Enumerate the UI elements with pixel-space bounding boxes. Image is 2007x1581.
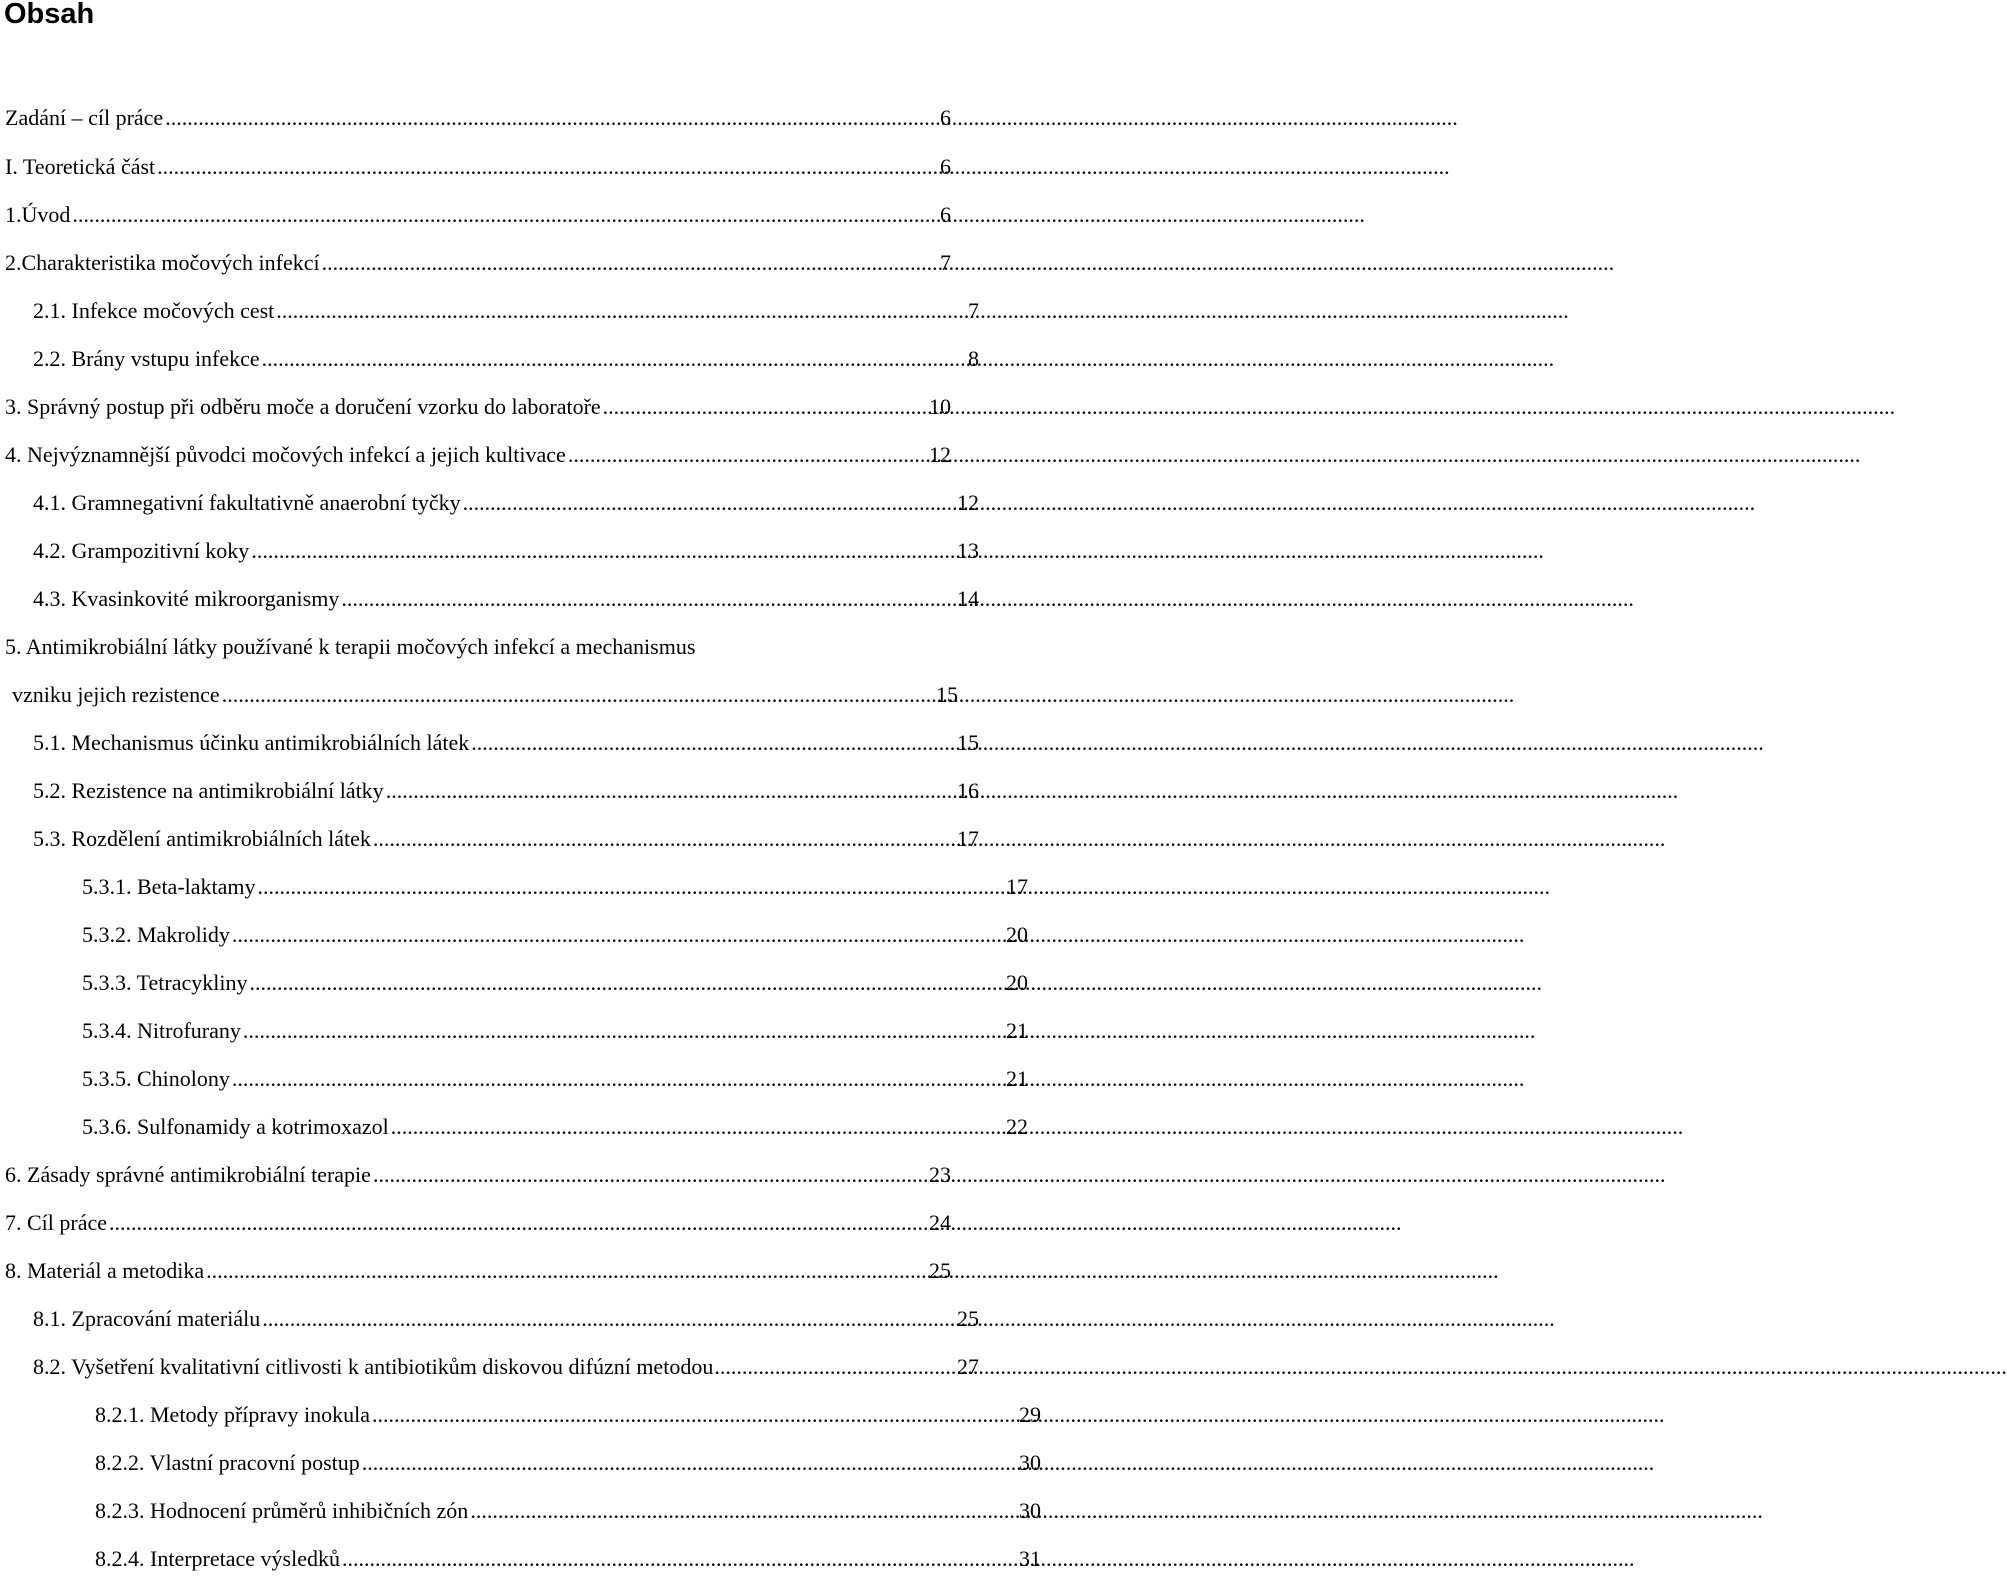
toc-entry-page: 15 <box>936 682 958 707</box>
toc-entry-title: vzniku jejich rezistence <box>12 682 220 707</box>
toc-entry-title: Zadání – cíl práce <box>5 105 164 130</box>
toc-entry-title: 5. Antimikrobiální látky používané k terapii močových infekcí a mechanismus <box>5 634 696 659</box>
toc-entry[interactable] <box>0 393 951 421</box>
toc-leader <box>603 393 927 421</box>
toc-entry[interactable] <box>0 1065 1028 1093</box>
toc-entry-page: 22 <box>1006 1114 1028 1139</box>
toc-leader <box>373 825 955 853</box>
toc-leader <box>386 777 955 805</box>
toc-leader <box>222 681 934 709</box>
toc-leader <box>258 873 1004 901</box>
toc-entry-page: 14 <box>957 586 979 611</box>
toc-entry-title: 5.2. Rezistence na antimikrobiální látky <box>33 778 384 803</box>
toc-entry[interactable] <box>0 1305 979 1333</box>
toc-entry-title: 7. Cíl práce <box>5 1210 108 1235</box>
toc-entry-page: 30 <box>1019 1450 1041 1475</box>
toc-leader <box>373 1161 927 1189</box>
toc-entry-page: 17 <box>957 826 979 851</box>
toc-entry-page: 10 <box>929 394 951 419</box>
toc-entry[interactable] <box>0 249 951 277</box>
toc-entry[interactable] <box>0 633 951 661</box>
toc-entry-title: 5.3.4. Nitrofurany <box>82 1018 241 1043</box>
toc-entry[interactable] <box>0 104 951 132</box>
toc-leader <box>463 489 955 517</box>
toc-entry-page: 21 <box>1006 1018 1028 1043</box>
toc-entry-page: 17 <box>1006 874 1028 899</box>
toc-entry-title: 5.3.6. Sulfonamidy a kotrimoxazol <box>82 1114 389 1139</box>
toc-leader <box>322 249 938 277</box>
toc-entry-title: 8.2.3. Hodnocení průměrů inhibičních zón <box>95 1498 469 1523</box>
toc-entry[interactable] <box>0 345 979 373</box>
toc-leader <box>232 1065 1004 1093</box>
toc-leader <box>471 729 955 757</box>
toc-entry[interactable] <box>0 537 979 565</box>
toc-entry-page: 6 <box>940 105 951 130</box>
toc-entry-page: 21 <box>1006 1066 1028 1091</box>
toc-entry[interactable] <box>0 1017 1028 1045</box>
toc-entry-title: 2.2. Brány vstupu infekce <box>33 346 260 371</box>
toc-entry[interactable] <box>0 729 979 757</box>
toc-leader <box>714 1353 957 1381</box>
toc-leader <box>362 1449 1017 1477</box>
toc-leader <box>470 1497 1017 1525</box>
toc-entry-title: 8. Materiál a metodika <box>5 1258 205 1283</box>
toc-entry-title: 5.3.1. Beta-laktamy <box>82 874 256 899</box>
toc-entry-title: 8.2. Vyšetření kvalitativní citlivosti k antibiotikům diskovou difúzní metodou <box>33 1354 714 1379</box>
toc-entry[interactable] <box>0 873 1028 901</box>
toc-entry-page: 25 <box>929 1258 951 1283</box>
toc-entry[interactable] <box>0 921 1028 949</box>
toc-entry[interactable] <box>0 1209 951 1237</box>
toc-entry-title: I. Teoretická část <box>5 154 156 179</box>
toc-entry-title: 8.2.1. Metody přípravy inokula <box>95 1402 370 1427</box>
toc-entry-page: 16 <box>957 778 979 803</box>
toc-entry[interactable] <box>0 201 951 229</box>
toc-entry-page: 23 <box>929 1162 951 1187</box>
page-title: Obsah <box>4 0 95 30</box>
toc-entry[interactable] <box>0 1545 1041 1573</box>
toc-entry-page: 29 <box>1019 1402 1041 1427</box>
toc-leader <box>232 921 1004 949</box>
toc-entry-title: 4.3. Kvasinkovité mikroorganismy <box>33 586 340 611</box>
toc-leader <box>109 1209 927 1237</box>
toc-entry-page: 12 <box>957 490 979 515</box>
toc-entry-title: 2.1. Infekce močových cest <box>33 298 275 323</box>
toc-entry[interactable] <box>0 1113 1028 1141</box>
toc-entry-title: 2.Charakteristika močových infekcí <box>5 250 320 275</box>
toc-leader <box>568 441 927 469</box>
toc-entry-title: 4.2. Grampozitivní koky <box>33 538 250 563</box>
toc-entry[interactable] <box>0 1353 979 1381</box>
toc-entry-page: 15 <box>957 730 979 755</box>
toc-entry[interactable] <box>0 441 951 469</box>
toc-leader <box>165 104 938 132</box>
toc-entry[interactable] <box>0 825 979 853</box>
toc-leader <box>157 153 938 181</box>
toc-leader <box>262 345 966 373</box>
toc-leader <box>206 1257 927 1285</box>
toc-entry-page: 12 <box>929 442 951 467</box>
toc-entry[interactable] <box>0 1257 951 1285</box>
toc-entry-title: 6. Zásady správné antimikrobiální terapie <box>5 1162 371 1187</box>
toc-entry-title: 3. Správný postup při odběru moče a doručení vzorku do laboratoře <box>5 394 601 419</box>
toc-leader <box>391 1113 1004 1141</box>
toc-leader <box>72 201 938 229</box>
toc-entry-page: 27 <box>957 1354 979 1379</box>
toc-entry-title: 1.Úvod <box>5 202 71 227</box>
toc-entry-page: 6 <box>940 154 951 179</box>
toc-entry-title: 5.3.2. Makrolidy <box>82 922 230 947</box>
toc-entry-title: 8.1. Zpracování materiálu <box>33 1306 261 1331</box>
toc-entry-page: 25 <box>957 1306 979 1331</box>
toc-entry-page: 6 <box>940 202 951 227</box>
toc-leader <box>249 969 1004 997</box>
toc-leader <box>262 1305 955 1333</box>
toc-entry-title: 8.2.4. Interpretace výsledků <box>95 1546 340 1571</box>
toc-entry[interactable] <box>0 489 979 517</box>
toc-leader <box>342 1545 1017 1573</box>
toc-entry[interactable] <box>0 969 1028 997</box>
toc-entry-page: 7 <box>968 298 979 323</box>
toc-leader <box>276 297 966 325</box>
toc-entry-page: 30 <box>1019 1498 1041 1523</box>
toc-entry-title: 5.1. Mechanismus účinku antimikrobiálních látek <box>33 730 470 755</box>
toc-entry[interactable] <box>0 1401 1041 1429</box>
toc-entry-page: 13 <box>957 538 979 563</box>
toc-entry[interactable] <box>0 1449 1041 1477</box>
toc-entry[interactable] <box>0 585 979 613</box>
toc-entry[interactable] <box>0 1161 951 1189</box>
toc-entry[interactable] <box>0 297 979 325</box>
toc-leader <box>243 1017 1004 1045</box>
toc-entry-title: 8.2.2. Vlastní pracovní postup <box>95 1450 360 1475</box>
toc-entry[interactable] <box>0 681 958 709</box>
toc-entry-title: 4. Nejvýznamnější původci močových infekcí a jejich kultivace <box>5 442 566 467</box>
toc-entry-title: 5.3.3. Tetracykliny <box>82 970 248 995</box>
toc-leader <box>341 585 955 613</box>
toc-entry-page: 20 <box>1006 922 1028 947</box>
toc-entry[interactable] <box>0 153 951 181</box>
toc-entry-page: 8 <box>968 346 979 371</box>
toc-leader <box>251 537 955 565</box>
toc-entry[interactable] <box>0 1497 1041 1525</box>
toc-entry[interactable] <box>0 777 979 805</box>
toc-entry-page: 7 <box>940 250 951 275</box>
toc-entry-title: 5.3.5. Chinolony <box>82 1066 230 1091</box>
toc-entry-page: 20 <box>1006 970 1028 995</box>
toc-leader <box>372 1401 1017 1429</box>
toc-entry-page: 24 <box>929 1210 951 1235</box>
toc-entry-page: 31 <box>1019 1546 1041 1571</box>
toc-entry-title: 4.1. Gramnegativní fakultativně anaerobní tyčky <box>33 490 461 515</box>
toc-entry-title: 5.3. Rozdělení antimikrobiálních látek <box>33 826 371 851</box>
